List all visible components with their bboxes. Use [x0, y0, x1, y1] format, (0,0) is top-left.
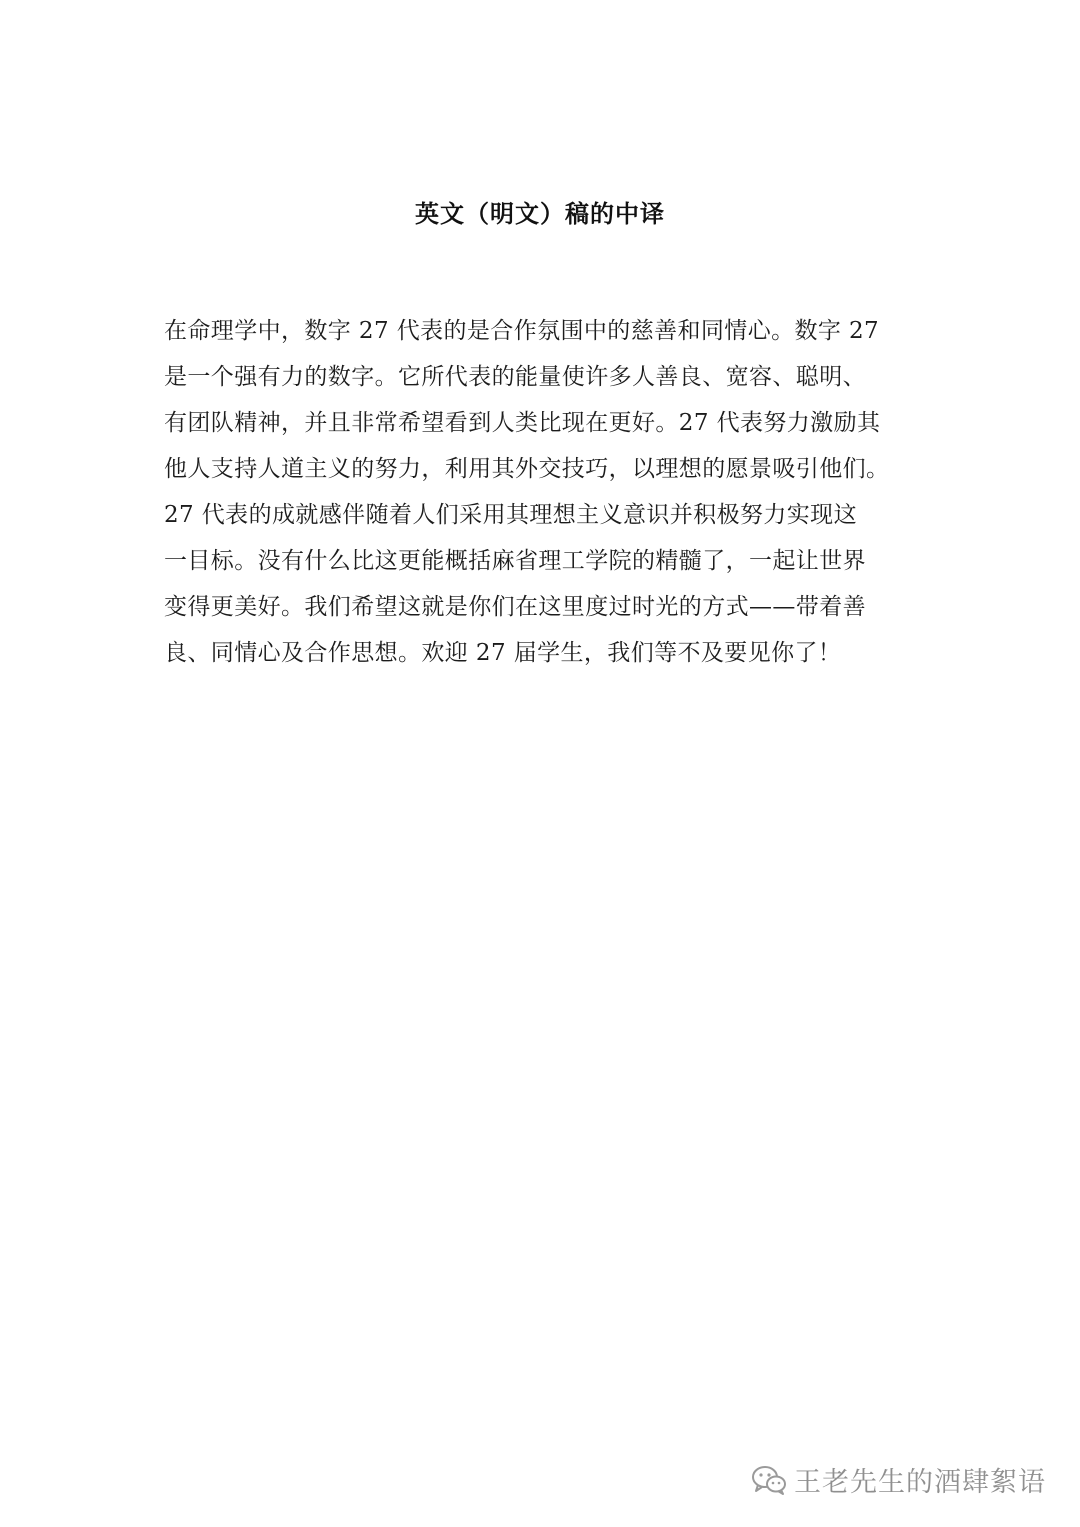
document-body: [164, 308, 924, 676]
body-line: 在命理学中，数字 27 代表的是合作氛围中的慈善和同情心。数字 27: [164, 318, 880, 344]
document-title: 英文（明文）稿的中译: [415, 200, 665, 228]
body-line: 他人支持人道主义的努力，利用其外交技巧，以理想的愿景吸引他们。: [164, 456, 890, 482]
watermark-text: 王老先生的酒肆絮语: [794, 1467, 1046, 1498]
watermark: [750, 1460, 1046, 1499]
body-line: 27 代表的成就感伴随着人们采用其理想主义意识并积极努力实现这: [164, 502, 857, 528]
wechat-icon: [750, 1464, 788, 1496]
body-line: 有团队精神，并且非常希望看到人类比现在更好。27 代表努力激励其: [164, 410, 881, 436]
body-line: 一目标。没有什么比这更能概括麻省理工学院的精髓了，一起让世界: [164, 548, 866, 574]
body-line: 良、同情心及合作思想。欢迎 27 届学生，我们等不及要见你了！: [164, 640, 842, 666]
body-line: 是一个强有力的数字。它所代表的能量使许多人善良、宽容、聪明、: [164, 364, 866, 390]
body-line: 变得更美好。我们希望这就是你们在这里度过时光的方式——带着善: [164, 594, 866, 620]
